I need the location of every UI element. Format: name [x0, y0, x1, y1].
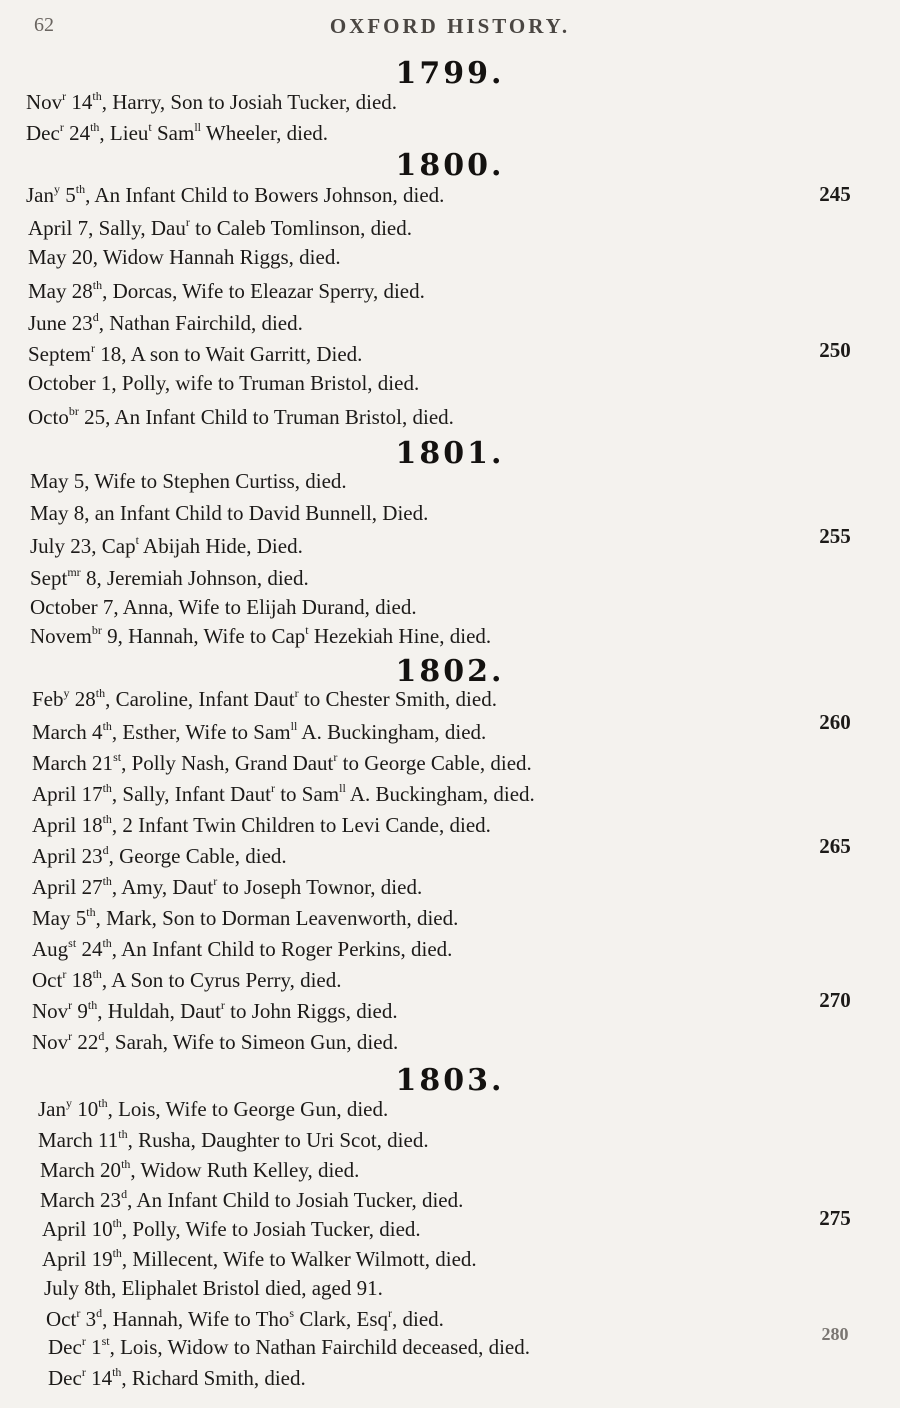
entry-text: 3 [80, 1307, 97, 1331]
entry-text: 9 [72, 999, 88, 1023]
entry-text: Oct [32, 968, 63, 992]
entry-text: , Hannah, Wife to Tho [102, 1307, 290, 1331]
entry-text: , An Infant Child to Roger Perkins, died. [111, 937, 453, 961]
register-entry [32, 813, 491, 836]
register-entry [32, 999, 398, 1022]
entry-superscript: th [92, 278, 103, 292]
entry-text: , Sally, Infant Daut [111, 782, 271, 806]
entry-superscript: r [81, 1365, 86, 1379]
entry-text: Abijah Hide, Died. [138, 534, 303, 558]
register-entry [28, 279, 425, 302]
register-entry [32, 906, 458, 929]
entry-superscript: th [98, 1096, 108, 1110]
register-entry [28, 342, 362, 365]
entry-superscript: th [102, 781, 112, 795]
entry-text: May 5, Wife to Stephen Curtiss, died. [30, 469, 347, 493]
entry-superscript: r [59, 120, 64, 134]
year-heading: 1799. [395, 56, 505, 91]
entry-text: , Lieu [99, 121, 149, 145]
entry-text: 5 [60, 183, 76, 207]
year-heading: 1800. [395, 148, 505, 183]
entry-superscript: th [75, 182, 86, 196]
year-heading: 1802. [395, 654, 505, 689]
entry-superscript: s [289, 1306, 295, 1320]
entry-text: Feb [32, 687, 64, 711]
margin-line-number: 245 [819, 182, 851, 206]
register-entry [38, 1128, 429, 1151]
margin-line-number: 280 [821, 1324, 849, 1344]
entry-superscript: r [213, 874, 218, 888]
register-entry [28, 373, 419, 394]
entry-text: Nov [26, 90, 63, 114]
entry-text: , Harry, Son to Josiah Tucker, died. [101, 90, 398, 114]
entry-text: July 23, Cap [30, 534, 136, 558]
entry-text: , Richard Smith, died. [121, 1366, 306, 1390]
entry-superscript: th [95, 686, 106, 700]
entry-superscript: y [63, 686, 70, 700]
entry-text: , Huldah, Daut [97, 999, 221, 1023]
entry-text: 24 [76, 937, 103, 961]
entry-text: , Nathan Fairchild, died. [98, 311, 303, 335]
entry-superscript: ll [194, 120, 201, 134]
entry-text: Dec [26, 121, 60, 145]
register-entry [26, 90, 397, 113]
entry-text: to Joseph Townor, died. [217, 875, 423, 899]
entry-superscript: t [135, 533, 139, 547]
margin-line-number: 270 [819, 988, 851, 1012]
entry-text: A. Buckingham, died. [297, 720, 487, 744]
entry-text: March 4 [32, 720, 103, 744]
entry-text: , Lois, Wife to George Gun, died. [107, 1097, 389, 1121]
register-entry [30, 624, 491, 647]
register-entry [32, 751, 532, 774]
entry-text: 9, Hannah, Wife to Cap [101, 624, 306, 648]
entry-superscript: r [270, 781, 275, 795]
entry-superscript: r [62, 89, 67, 103]
entry-superscript: d [98, 1029, 105, 1043]
entry-text: Sept [30, 566, 68, 590]
year-heading: 1801. [395, 436, 505, 471]
entry-text: April 7, Sally, Dau [28, 216, 186, 240]
entry-text: , An Infant Child to Bowers Johnson, died. [85, 183, 445, 207]
entry-text: October 7, Anna, Wife to Elijah Durand, died. [30, 595, 417, 619]
page-number: 62 [34, 14, 54, 36]
register-entry [32, 720, 486, 743]
entry-text: April 19 [42, 1247, 113, 1271]
entry-superscript: r [68, 1029, 73, 1043]
entry-text: 1 [85, 1335, 102, 1359]
entry-superscript: y [54, 182, 60, 196]
entry-text: March 21 [32, 751, 114, 775]
register-entry [28, 216, 412, 239]
register-entry [30, 597, 417, 618]
entry-text: , A Son to Cyrus Perry, died. [101, 968, 342, 992]
entry-text: , An Infant Child to Josiah Tucker, died. [127, 1188, 464, 1212]
entry-text: Nov [32, 1030, 69, 1054]
entry-superscript: th [112, 1216, 122, 1230]
entry-text: , 2 Infant Twin Children to Levi Cande, died. [111, 813, 491, 837]
entry-text: Oct [46, 1307, 77, 1331]
entry-superscript: th [112, 1365, 122, 1379]
entry-superscript: r [91, 341, 95, 355]
entry-text: , Esther, Wife to Sam [111, 720, 291, 744]
register-entry [26, 183, 444, 206]
entry-text: March 20 [40, 1158, 122, 1182]
entry-text: 18 [66, 968, 93, 992]
entry-superscript: r [68, 998, 73, 1012]
register-entry [40, 1188, 463, 1211]
entry-text: Novem [30, 624, 92, 648]
entry-superscript: t [148, 120, 152, 134]
entry-text: Sam [151, 121, 195, 145]
entry-superscript: t [305, 623, 309, 637]
entry-text: Dec [48, 1335, 82, 1359]
entry-text: July 8th, Eliphalet Bristol died, aged 91. [44, 1276, 383, 1300]
entry-superscript: th [86, 905, 96, 919]
entry-text: Octo [28, 405, 69, 429]
entry-text: May 8, an Infant Child to David Bunnell, Died. [30, 501, 429, 525]
entry-superscript: d [121, 1187, 128, 1201]
entry-superscript: th [121, 1157, 131, 1171]
entry-text: May 28 [28, 279, 93, 303]
entry-text: Jan [38, 1097, 66, 1121]
entry-text: 25, An Infant Child to Truman Bristol, died. [78, 405, 454, 429]
entry-superscript: r [185, 215, 190, 229]
entry-text: October 1, Polly, wife to Truman Bristol, died. [28, 371, 420, 395]
entry-superscript: th [92, 89, 102, 103]
entry-text: April 10 [42, 1217, 113, 1241]
entry-superscript: mr [67, 565, 81, 579]
entry-text: A. Buckingham, died. [345, 782, 535, 806]
entry-text: 14 [66, 90, 93, 114]
entry-text: May 20, Widow Hannah Riggs, died. [28, 245, 341, 269]
entry-superscript: th [92, 967, 102, 981]
register-entry [26, 121, 328, 144]
entry-text: April 18 [32, 813, 103, 837]
entry-superscript: th [102, 936, 112, 950]
register-entry [38, 1097, 388, 1120]
entry-text: to Sam [274, 782, 340, 806]
entry-superscript: ll [290, 719, 298, 733]
entry-superscript: th [102, 874, 112, 888]
entry-text: 24 [63, 121, 91, 145]
entry-superscript: r [294, 686, 299, 700]
entry-text: to John Riggs, died. [224, 999, 398, 1023]
register-entry [32, 1030, 398, 1053]
entry-text: to George Cable, died. [337, 751, 532, 775]
entry-text: Aug [32, 937, 69, 961]
register-entry [44, 1278, 383, 1299]
entry-superscript: st [113, 750, 122, 764]
entry-text: , George Cable, died. [108, 844, 287, 868]
entry-superscript: d [96, 1306, 103, 1320]
register-entry [48, 1335, 530, 1358]
entry-text: to Chester Smith, died. [298, 687, 497, 711]
entry-text: Jan [26, 183, 54, 207]
entry-superscript: r [388, 1306, 392, 1320]
entry-text: , Widow Ruth Kelley, died. [130, 1158, 360, 1182]
entry-text: Dec [48, 1366, 82, 1390]
entry-text: 10 [72, 1097, 99, 1121]
register-entry [32, 782, 535, 805]
entry-superscript: r [220, 998, 225, 1012]
entry-text: 18, A son to Wait Garritt, Died. [95, 342, 363, 366]
entry-superscript: d [102, 843, 109, 857]
entry-text: May 5 [32, 906, 87, 930]
register-entry [46, 1307, 444, 1330]
entry-superscript: st [101, 1334, 110, 1348]
entry-text: March 23 [40, 1188, 122, 1212]
entry-text: Hezekiah Hine, died. [308, 624, 492, 648]
entry-superscript: br [68, 404, 79, 418]
register-entry [28, 311, 303, 334]
entry-text: , Dorcas, Wife to Eleazar Sperry, died. [102, 279, 425, 303]
entry-superscript: st [68, 936, 77, 950]
entry-superscript: r [81, 1334, 86, 1348]
entry-superscript: br [91, 623, 102, 637]
entry-text: , Polly Nash, Grand Daut [121, 751, 334, 775]
entry-text: , Polly, Wife to Josiah Tucker, died. [121, 1217, 421, 1241]
entry-superscript: r [333, 750, 338, 764]
register-entry [42, 1247, 477, 1270]
entry-superscript: th [112, 1246, 122, 1260]
entry-superscript: y [66, 1096, 72, 1110]
register-entry [32, 937, 452, 960]
entry-text: June 23 [28, 311, 93, 335]
margin-line-number: 265 [819, 834, 851, 858]
entry-text: March 11 [38, 1128, 119, 1152]
entry-superscript: th [118, 1127, 128, 1141]
register-entry [30, 471, 347, 492]
entry-superscript: r [76, 1306, 81, 1320]
entry-text: , Millecent, Wife to Walker Wilmott, died. [121, 1247, 477, 1271]
entry-text: , Sarah, Wife to Simeon Gun, died. [104, 1030, 399, 1054]
entry-text: Clark, Esq [294, 1307, 388, 1331]
year-heading: 1803. [395, 1063, 505, 1098]
entry-superscript: ll [339, 781, 346, 795]
margin-line-number: 260 [819, 710, 851, 734]
entry-superscript: th [102, 812, 112, 826]
entry-text: April 27 [32, 875, 103, 899]
entry-text: Septem [28, 342, 91, 366]
entry-text: to Caleb Tomlinson, died. [189, 216, 413, 240]
entry-text: , Lois, Widow to Nathan Fairchild deceased, died. [109, 1335, 530, 1359]
entry-text: April 17 [32, 782, 103, 806]
register-entry [28, 247, 341, 268]
margin-line-number: 255 [819, 524, 851, 548]
entry-text: 8, Jeremiah Johnson, died. [80, 566, 309, 590]
entry-text: , Caroline, Infant Daut [105, 687, 295, 711]
entry-text: , Amy, Daut [111, 875, 214, 899]
entry-superscript: th [87, 998, 98, 1012]
register-entry [30, 566, 309, 589]
register-entry [48, 1366, 306, 1389]
register-entry [28, 405, 454, 428]
entry-superscript: th [90, 120, 100, 134]
entry-superscript: r [62, 967, 67, 981]
register-entry [32, 687, 497, 710]
register-entry [32, 968, 341, 991]
entry-text: , Mark, Son to Dorman Leavenworth, died. [95, 906, 459, 930]
entry-text: 22 [72, 1030, 99, 1054]
register-entry [30, 534, 303, 557]
register-entry [32, 875, 422, 898]
entry-text: Nov [32, 999, 69, 1023]
register-entry [32, 844, 287, 867]
entry-superscript: d [92, 310, 99, 324]
entry-superscript: th [102, 719, 112, 733]
entry-text: 28 [69, 687, 96, 711]
entry-text: Wheeler, died. [201, 121, 329, 145]
entry-text: 14 [85, 1366, 113, 1390]
entry-text: , Rusha, Daughter to Uri Scot, died. [127, 1128, 429, 1152]
entry-text: , died. [392, 1307, 444, 1331]
margin-line-number: 275 [819, 1206, 851, 1230]
margin-line-number: 250 [819, 338, 851, 362]
register-entry [40, 1158, 359, 1181]
register-entry [42, 1217, 421, 1240]
register-entry [30, 503, 428, 524]
running-head: OXFORD HISTORY. [329, 14, 571, 38]
entry-text: April 23 [32, 844, 103, 868]
